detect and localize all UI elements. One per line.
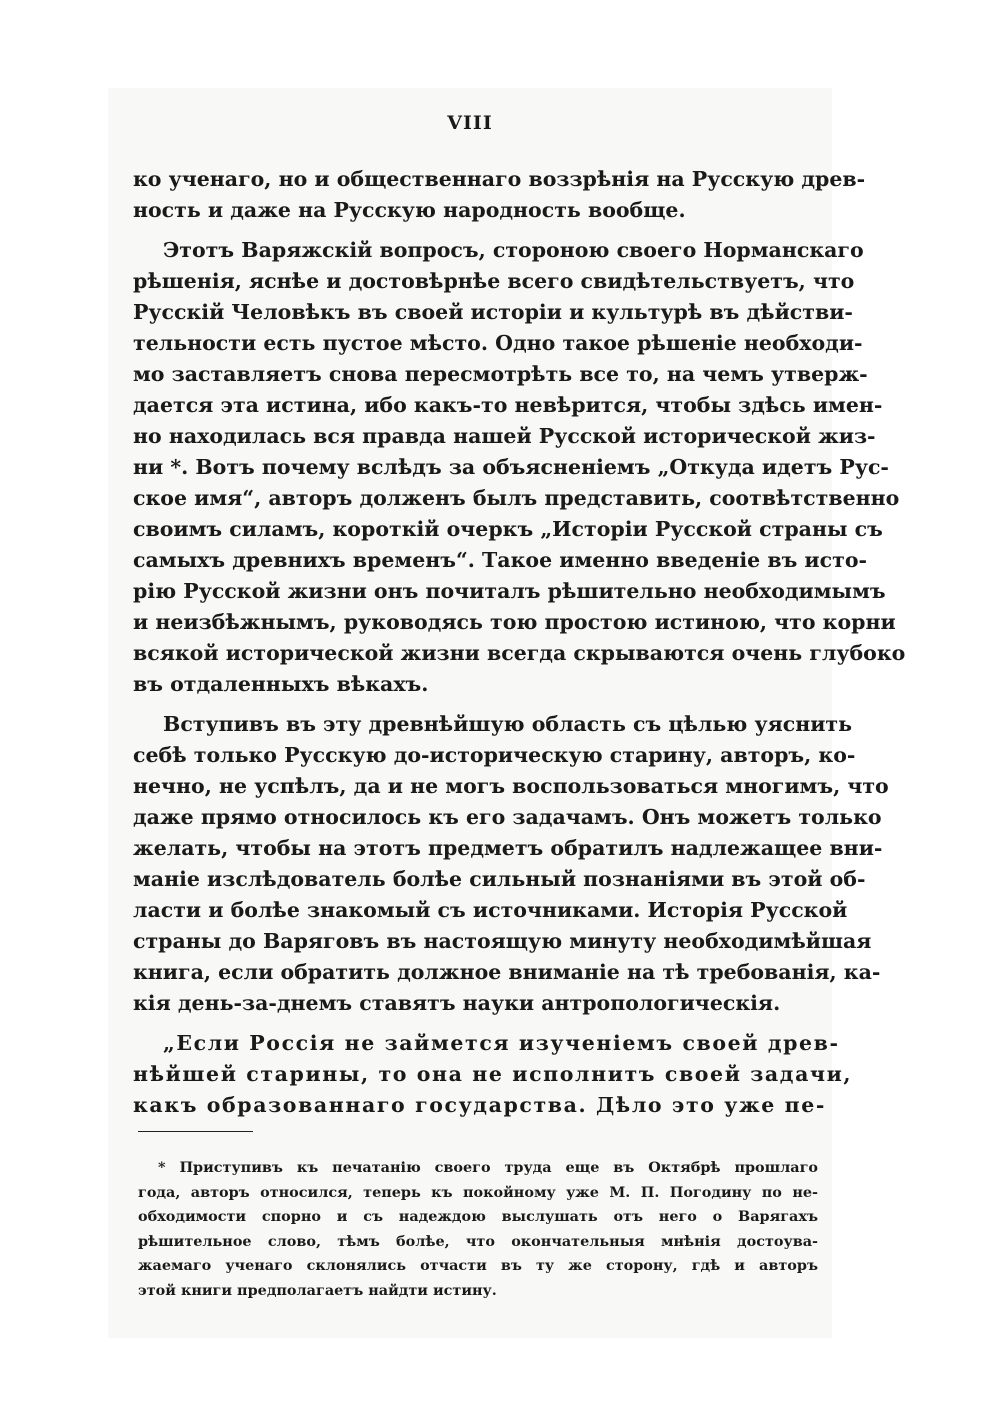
text-line: нечно, не успѣлъ, да и не могъ воспользоваться многимъ, что [133, 774, 889, 798]
text-line: какъ образованнаго государства. Дѣло это уже пе- [133, 1093, 827, 1117]
text-line: тельности есть пустое мѣсто. Одно такое рѣшеніе необходи- [133, 331, 863, 355]
body-text [133, 164, 906, 1121]
paragraph [133, 235, 906, 700]
paragraph [133, 164, 866, 226]
footnote-line: рѣшительное слово, тѣмъ болѣе, что окончательныя мнѣнія достоува- [138, 1232, 818, 1250]
book-page [108, 88, 906, 1338]
text-line: ни *. Вотъ почему вслѣдъ за объясненіемъ „Откуда идетъ Рус- [133, 455, 889, 479]
footnote-line: года, авторъ относился, теперь къ покойному уже М. П. Погодину по не- [138, 1183, 818, 1201]
text-line: ласти и болѣе знакомый съ источниками. Исторія Русской [133, 898, 848, 922]
text-line: но находилась вся правда нашей Русской исторической жиз- [133, 424, 876, 448]
text-line: маніе изслѣдователь болѣе сильный познаніями въ этой об- [133, 867, 866, 891]
text-line: ское имя“, авторъ долженъ былъ представить, соотвѣтственно [133, 486, 900, 510]
text-line: мо заставляетъ снова пересмотрѣть все то, на чемъ утверж- [133, 362, 868, 386]
text-line: и неизбѣжнымъ, руководясь тою простою истиною, что корни [133, 610, 896, 634]
text-line: желать, чтобы на этотъ предметъ обратилъ надлежащее вни- [133, 836, 883, 860]
page-number: VIII [447, 112, 493, 134]
text-line: Этотъ Варяжскій вопросъ, стороною своего Норманскаго [163, 238, 864, 262]
footnote [138, 1156, 818, 1303]
text-line: дается эта истина, ибо какъ-то невѣрится, чтобы здѣсь имен- [133, 393, 883, 417]
text-line: „Если Россія не займется изученіемъ своей древ- [163, 1031, 840, 1055]
text-line: рію Русской жизни онъ почиталъ рѣшительно необходимымъ [133, 579, 886, 603]
text-line: ность и даже на Русскую народность вообще. [133, 198, 686, 222]
text-line: себѣ только Русскую до-историческую старину, авторъ, ко- [133, 743, 856, 767]
text-line: даже прямо относилось къ его задачамъ. Онъ можетъ только [133, 805, 882, 829]
footnote-line: обходимости спорно и съ надеждою выслушать отъ него о Варягахъ [138, 1208, 818, 1225]
text-line: ко ученаго, но и общественнаго воззрѣнія на Русскую древ- [133, 167, 866, 191]
quote-paragraph [133, 1028, 853, 1121]
text-line: Вступивъ въ эту древнѣйшую область съ цѣлью уяснить [163, 712, 853, 736]
text-line: книга, если обратить должное вниманіе на тѣ требованія, ка- [133, 960, 881, 984]
text-line: кія день-за-днемъ ставятъ науки антропологическія. [133, 991, 781, 1015]
text-line: Русскій Человѣкъ въ своей исторіи и культурѣ въ дѣйстви- [133, 300, 853, 324]
text-line: нѣйшей старины, то она не исполнитъ своей задачи, [133, 1062, 853, 1086]
paragraph [133, 709, 889, 1019]
text-line: самыхъ древнихъ временъ“. Такое именно введеніе въ исто- [133, 548, 868, 572]
text-line: своимъ силамъ, короткій очеркъ „Исторіи Русской страны съ [133, 517, 883, 541]
footnote-divider [138, 1131, 253, 1132]
text-line: рѣшенія, яснѣе и достовѣрнѣе всего свидѣтельствуетъ, что [133, 269, 855, 293]
footnote-line: жаемаго ученаго склонялись отчасти въ ту же сторону, гдѣ и авторъ [138, 1257, 818, 1274]
footnote-line: * Приступивъ къ печатанію своего труда еще въ Октябрѣ прошлаго [158, 1159, 818, 1176]
text-line: всякой исторической жизни всегда скрываются очень глубоко [133, 641, 906, 665]
text-line: страны до Варяговъ въ настоящую минуту необходимѣйшая [133, 929, 872, 953]
footnote-line: этой книги предполагаетъ найдти истину. [138, 1281, 497, 1299]
text-line: въ отдаленныхъ вѣкахъ. [133, 672, 429, 696]
